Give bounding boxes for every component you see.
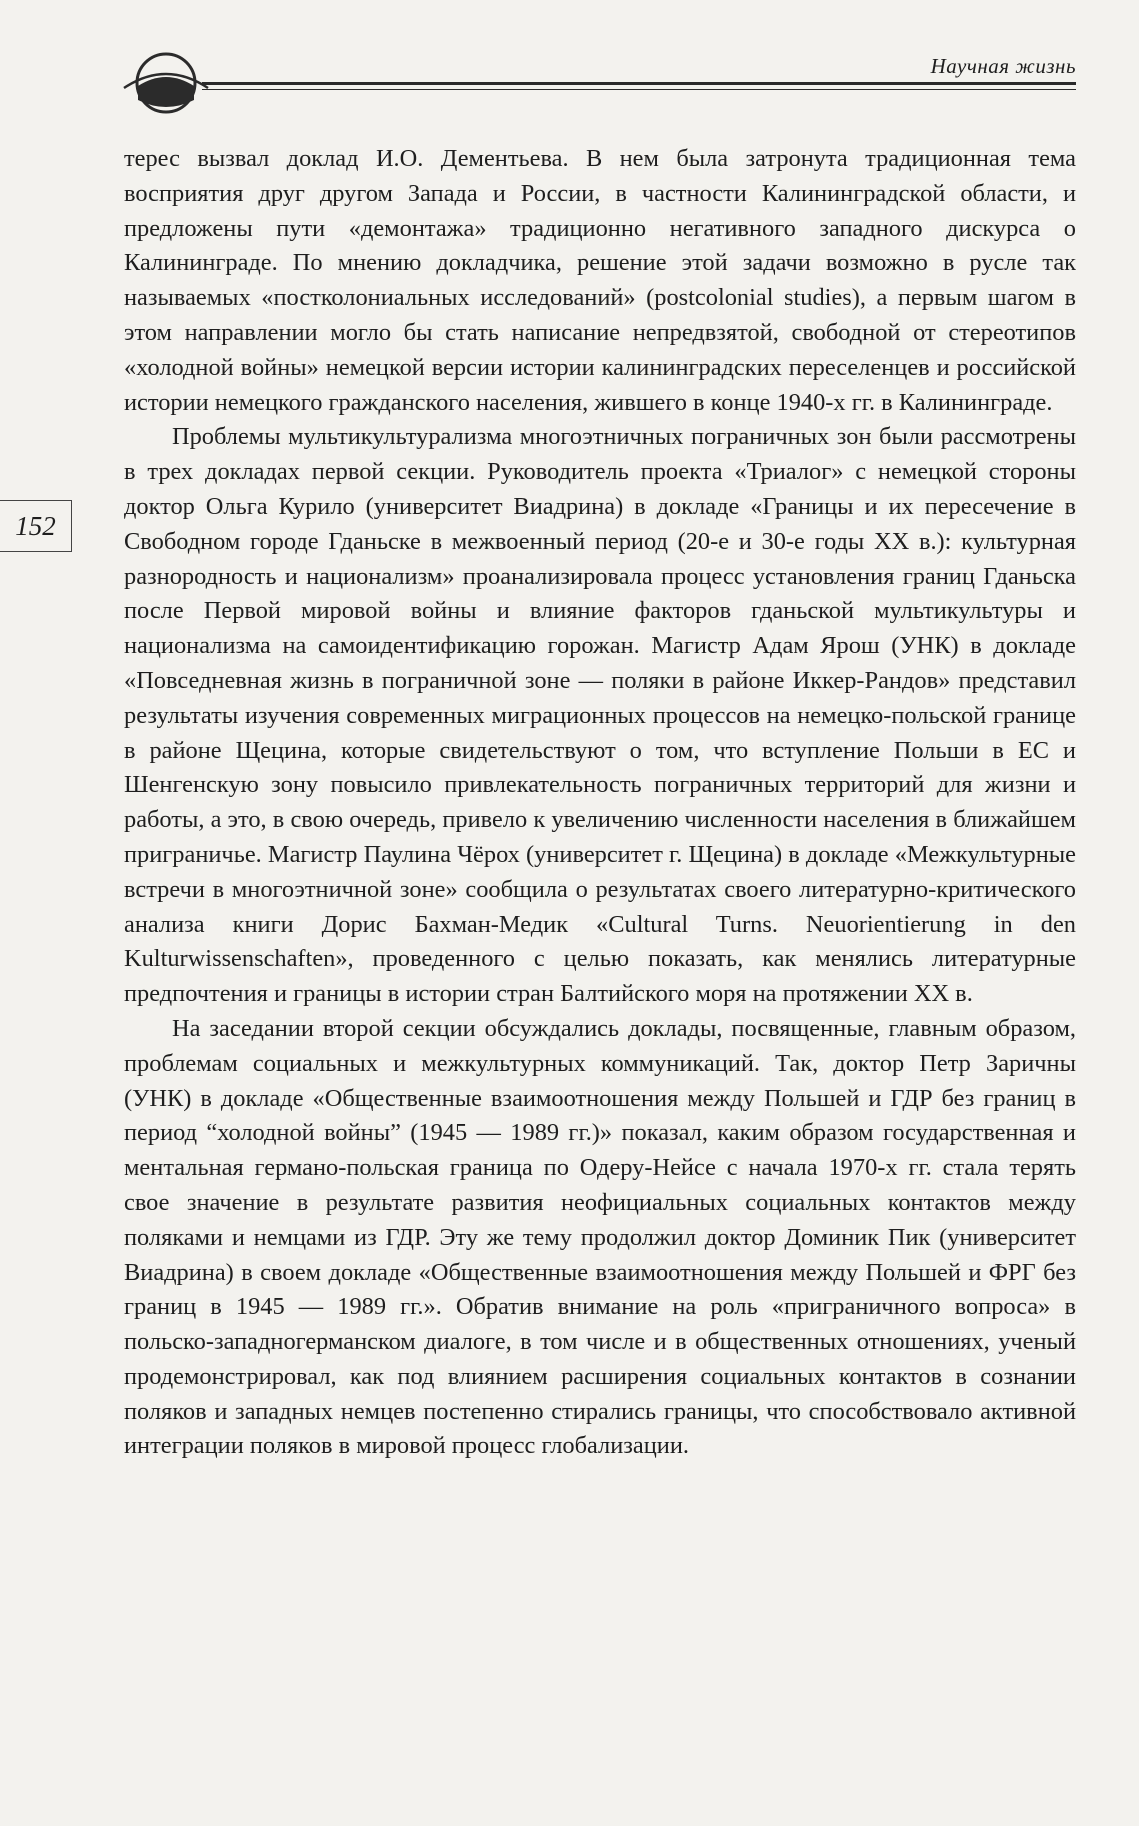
paragraph: На заседании второй секции обсуждались доклады, посвященные, главным образом, проблемам социальных и межкультурных коммуникаций. Так, доктор Петр Заричны (УНК) в докладе «Общественные взаимоотношения между Польшей и ГДР без границ в период “холодной войны” (1945 — 1989 гг.)» показал, каким образом государственная и ментальная германо-польская граница по Одеру-Нейсе с начала 1970-х гг. стала терять свое значение в результате развития неофициальных социальных контактов между поляками и немцами из ГДР. Эту же тему продолжил доктор Доминик Пик (университет Виадрина) в своем докладе «Общественные взаимоотношения между Польшей и ФРГ без границ в 1945 — 1989 гг.». Обратив внимание на роль «приграничного вопроса» в польско-западногерманском диалоге, в том числе и в общественных отношениях, ученый продемонстрировал, как под влиянием расширения социальных контактов в сознании поляков и западных немцев постепенно стирались границы, что способствовало активной интеграции поляков в мировой процесс глобализации. [124, 1014, 1076, 1460]
article-body [124, 142, 1076, 1464]
header-rule-thick [202, 82, 1076, 85]
page-number: 152 [0, 500, 72, 552]
journal-logo-icon [116, 50, 216, 116]
section-title: Научная жизнь [930, 54, 1076, 78]
paragraph: терес вызвал доклад И.О. Дементьева. В нем была затронута традиционная тема восприятия друг другом Запада и России, в частности Калининградской области, и предложены пути «демонтажа» традиционно негативного западного дискурса о Калининграде. По мнению докладчика, решение этой задачи возможно в русле так называемых «постколониальных исследований» (postcolonial studies), а первым шагом в этом направлении могло бы стать написание непредвзятой, свободной от стереотипов «холодной войны» немецкой версии истории калининградских переселенцев и российской истории немецкого гражданского населения, жившего в конце 1940-х гг. в Калининграде. [124, 145, 1076, 416]
header-rule-thin [202, 89, 1076, 90]
paragraph: Проблемы мультикультурализма многоэтничных пограничных зон были рассмотрены в трех докладах первой секции. Руководитель проекта «Триалог» с немецкой стороны доктор Ольга Курило (университет Виадрина) в докладе «Границы и их пересечение в Свободном городе Гданьске в межвоенный период (20-е и 30-е годы ХХ в.): культурная разнородность и национализм» проанализировала процесс установления границ Гданьска после Первой мировой войны и влияние факторов гданьской мультикультуры и национализма на самоидентификацию горожан. Магистр Адам Ярош (УНК) в докладе «Повседневная жизнь в пограничной зоне — поляки в районе Иккер-Рандов» представил результаты изучения современных миграционных процессов на немецко-польской границе в районе Щецина, которые свидетельствуют о том, что вступление Польши в ЕС и Шенгенскую зону повысило привлекательность пограничных территорий для жизни и работы, а это, в свою очередь, привело к увеличению численности населения в ближайшем приграничье. Магистр Паулина Чёрох (университет г. Щецина) в докладе «Межкультурные встречи в многоэтничной зоне» сообщила о результатах своего литературно-критического анализа книги Дорис Бахман-Медик «Cultural Turns. Neuorientierung in den Kulturwissenschaften», проведенного с целью показать, как менялись литературные предпочтения и границы в истории стран Балтийского моря на протяжении ХХ в. [124, 423, 1076, 1008]
running-header [116, 44, 1076, 124]
